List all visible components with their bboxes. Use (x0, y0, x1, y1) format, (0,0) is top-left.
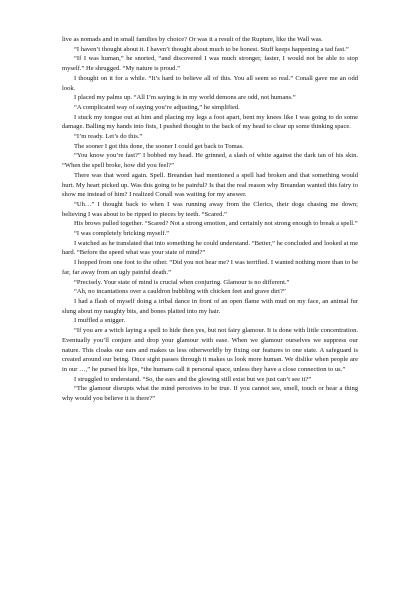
paragraph: I had a flash of myself doing a tribal dance in front of an open flame with mud on my face, an animal fur slung about my naughty bits, and bones plaited into my hair. (62, 297, 358, 315)
paragraph: “If you are a witch laying a spell to hide then yes, but not fairy glamour. It is done with little concentration. Eventually you’ll conjure and drop your glamour with ease. When we glamour ourselves we suppress our nature. This cloaks our ears and makes us less otherworldly by fixing our features to one state. A safeguard is created around our being. Once sight passes through it makes us look more human. We dislike when people are in our …,” he pursed his lips, “the humans call it personal space, unless they have a close connection to us.” (62, 327, 358, 373)
paragraph: “I haven’t thought about it. I haven’t thought about much to be honest. Stuff keeps happening a tad fast.” (74, 45, 349, 53)
paragraph: “Precisely. Your state of mind is crucial when conjuring. Glamour is no different.” (74, 278, 290, 286)
paragraph: The sooner I got this done, the sooner I could get back to Tomas. (74, 142, 244, 150)
paragraph: I stuck my tongue out at him and placing my legs a foot apart, bent my knees like I was going to do some damage. Balling my hands into fists, I pushed thought to the back of my head to clear up some thinking space. (62, 113, 358, 131)
paragraph: I struggled to understand. “So, the ears and the glowing still exist but we just can’t see it?” (74, 375, 312, 383)
paragraph: I placed my palms up. “All I’m saying is in my world demons are odd, not humans.” (74, 94, 296, 102)
paragraph: “If I was human,” he snorted, “and discovered I was much stronger, faster, I would not be able to stop myself.” He shrugged. “My nature is proud.” (62, 55, 358, 73)
paragraph: “Ah, no incantations over a cauldron bubbling with chicken feet and grave dirt?” (74, 288, 286, 296)
paragraph: His brows pulled together. “Scared? Not a strong emotion, and certainly not strong enough to break a spell.” (74, 220, 358, 228)
paragraph: “The glamour disrupts what the mind perceives to be true. If you cannot see, smell, touch or hear a thing why would you believe it is there?” (62, 385, 358, 403)
paragraph: I hopped from one foot to the other. “Did you not hear me? I was terrified. I wanted nothing more than to be far, far away from an ugly painful death.” (62, 259, 358, 276)
paragraph: I muffled a snigger. (74, 317, 126, 325)
paragraph: “A complicated way of saying you’re adjusting,” he simplified. (74, 103, 240, 111)
paragraph: I thought on it for a while. “It’s hard to believe all of this. You all seem so real.” Conall gave me an odd look. (62, 74, 358, 92)
paragraph: I watched as he translated that into something he could understand. “Better,” he concluded and looked at me hard. “Before the speed what was your state of mind?” (62, 239, 358, 257)
paragraph: “I’m ready. Let’s do this.” (74, 133, 143, 141)
paragraph: live as nomads and in small families by choice? Or was it a result of the Rupture, like the Wall was. (62, 36, 323, 43)
paragraph: There was that word again. Spell. Breandan had mentioned a spell had broken and that something would hurt. My heart picked up. Was this going to be painful? Is that the real reason why Breandan wanted this fairy to show me instead of him? I realized Conall was waiting for my answer. (62, 171, 358, 199)
paragraph: “I was completely bricking myself.” (74, 230, 170, 238)
paragraph: “Uh…” I thought back to when I was running away from the Clerics, their dogs chasing me down; believing I was about to be ripped to pieces by teeth. “Scared.” (62, 200, 358, 218)
paragraph: “You know you’re fast?” I bobbed my head. He grinned, a slash of white against the dark tan of his skin. “When the spell broke, how did you feel?” (62, 152, 358, 170)
